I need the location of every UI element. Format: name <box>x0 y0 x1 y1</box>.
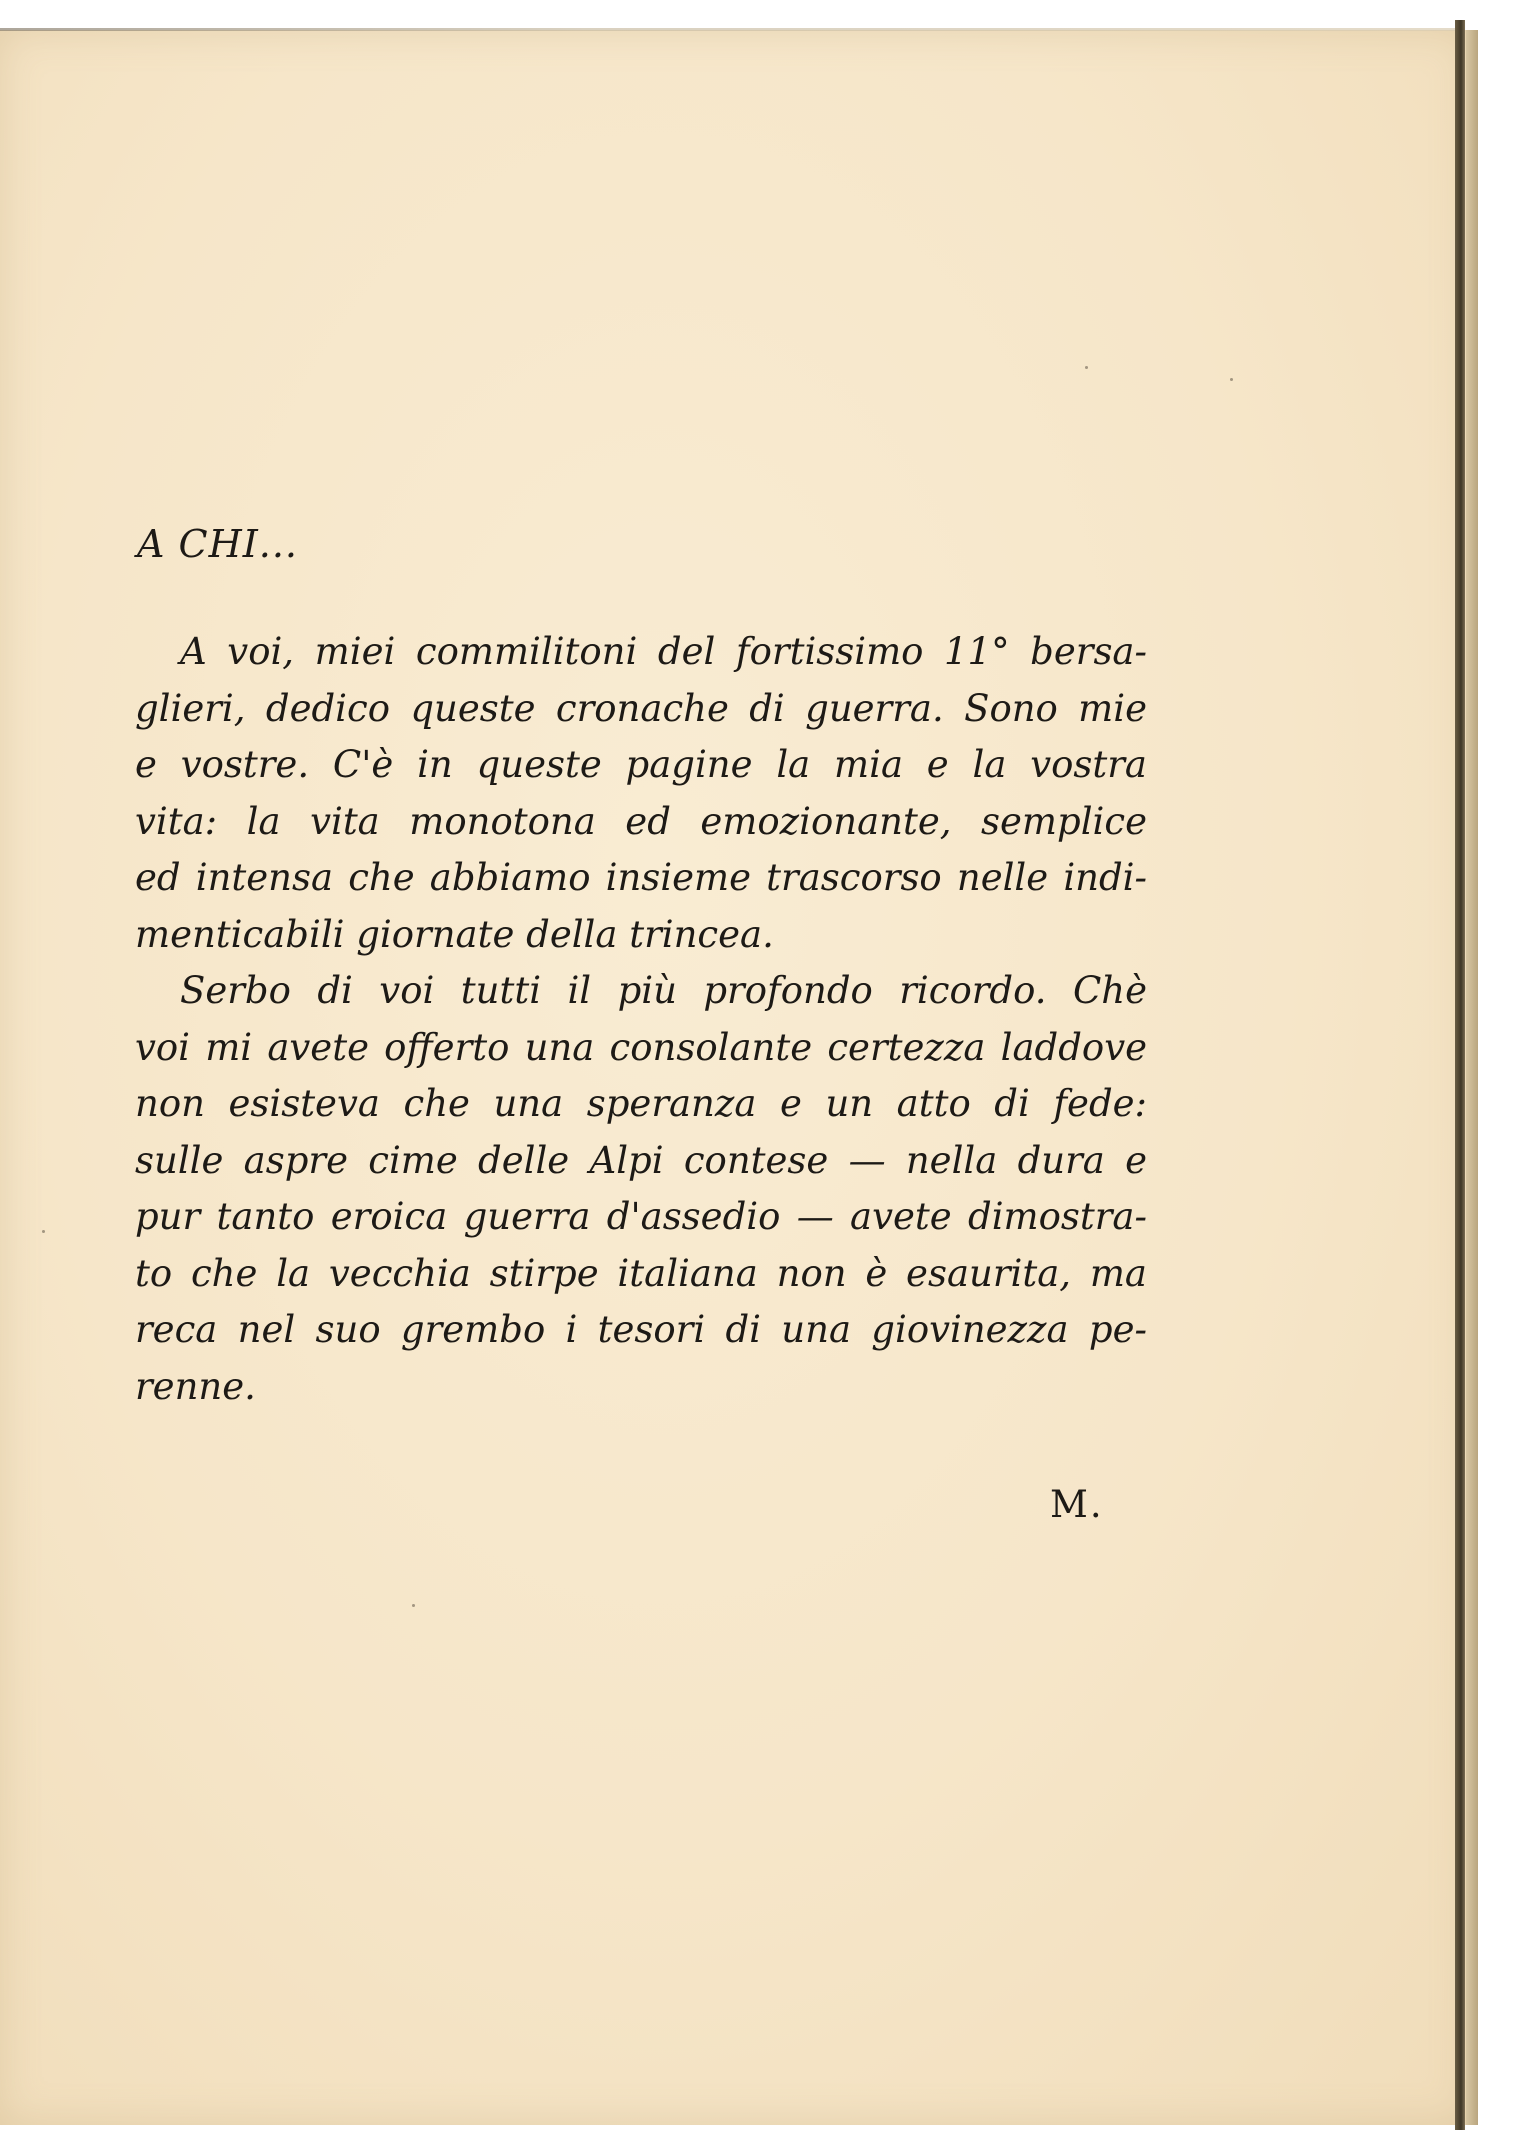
page-top-edge <box>0 28 1460 31</box>
text-line: reca nel suo grembo i tesori di una giovinezza pe- <box>135 1308 1147 1351</box>
text-line: pur tanto eroica guerra d'assedio — avete dimostra- <box>135 1195 1147 1238</box>
paper-speck <box>412 1604 415 1607</box>
text-line: to che la vecchia stirpe italiana non è esaurita, ma <box>135 1251 1147 1295</box>
text-line: non esisteva che una speranza e un atto di fede: <box>135 1082 1147 1125</box>
text-line: A voi, miei commilitoni del fortissimo 11° bersa- <box>180 630 1147 673</box>
paper-speck <box>42 1230 45 1233</box>
book-spine <box>1455 20 1465 2130</box>
text-line: menticabili giornate della trincea. <box>135 912 774 956</box>
text-line: glieri, dedico queste cronache di guerra. Sono mie <box>135 686 1147 730</box>
signature: M. <box>1050 1483 1104 1526</box>
text-line: Serbo di voi tutti il più profondo ricordo. Chè <box>180 969 1147 1012</box>
page-edge <box>1466 30 1478 2125</box>
text-line: renne. <box>135 1364 256 1408</box>
text-line: sulle aspre cime delle Alpi contese — nella dura e <box>135 1138 1147 1182</box>
dedication-heading: A CHI... <box>137 522 298 566</box>
dedication-text <box>135 624 1147 1415</box>
text-line: vita: la vita monotona ed emozionante, semplice <box>135 799 1147 843</box>
text-line: e vostre. C'è in queste pagine la mia e la vostra <box>135 743 1147 786</box>
paper-speck <box>1085 366 1088 369</box>
paper-speck <box>1230 378 1233 381</box>
text-line: voi mi avete offerto una consolante certezza laddove <box>135 1025 1147 1069</box>
text-line: ed intensa che abbiamo insieme trascorso nelle indi- <box>135 856 1147 899</box>
